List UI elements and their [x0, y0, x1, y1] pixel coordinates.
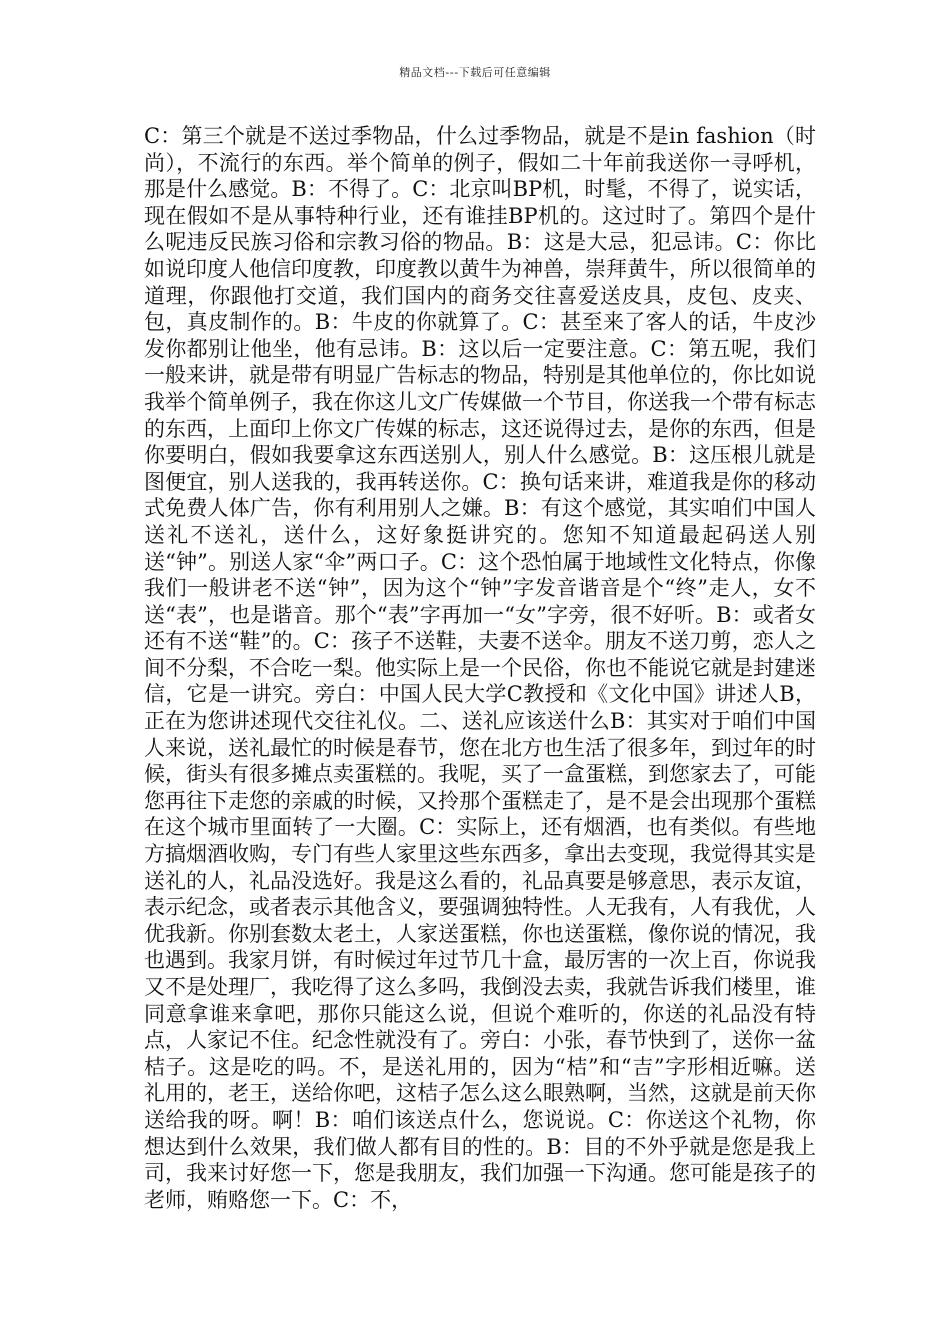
body-paragraph: C：第三个就是不送过季物品，什么过季物品，就是不是in fashion（时尚），不流行的东西。举个简单的例子，假如二十年前我送你一寻呼机，那是什么感觉。B：不得了。C：北京叫BP机，时髦，不得了，说实话，现在假如不是从事特种行业，还有谁挂BP机的。这过时了。第四个是什么呢违反民族习俗和宗教习俗的物品。B：这是大忌，犯忌讳。C：你比如说印度人他信印度教，印度教以黄牛为神兽，崇拜黄牛，所以很简单的道理，你跟他打交道，我们国内的商务交往喜爱送皮具，皮包、皮夹、包，真皮制作的。B：牛皮的你就算了。C：甚至来了客人的话，牛皮沙发你都别让他坐，他有忌讳。B：这以后一定要注意。C：第五呢，我们一般来讲，就是带有明显广告标志的物品，特别是其他单位的，你比如说我举个简单例子，我在你这儿文广传媒做一个节目，你送我一个带有标志的东西，上面印上你文广传媒的标志，这还说得过去，是你的东西，但是你要明白，假如我要拿这东西送别人，别人什么感觉。B：这压根儿就是图便宜，别人送我的，我再转送你。C：换句话来讲，难道我是你的移动式免费人体广告，你有利用别人之嫌。B：有这个感觉，其实咱们中国人送礼不送礼，送什么，这好象挺讲究的。您知不知道最起码送人别送“钟”。别送人家“伞”两口子。C：这个恐怕属于地域性文化特点，你像我们一般讲老不送“钟”，因为这个“钟”字发音谐音是个“终”走人，女不送“表”，也是谐音。那个“表”字再加一“女”字旁，很不好听。B：或者女还有不送“鞋”的。C：孩子不送鞋，夫妻不送伞。朋友不送刀剪，恋人之间不分梨，不合吃一梨。他实际上是一个民俗，你也不能说它就是封建迷信，它是一讲究。旁白：中国人民大学C教授和《文化中国》讲述人B，正在为您讲述现代交往礼仪。二、送礼应该送什么B：其实对于咱们中国人来说，送礼最忙的时候是春节，您在北方也生活了很多年，到过年的时候，街头有很多摊点卖蛋糕的。我呢，买了一盒蛋糕，到您家去了，可能您再往下走您的亲戚的时候，又拎那个蛋糕走了，是不是会出现那个蛋糕在这个城市里面转了一大圈。C：实际上，还有烟酒，也有类似。有些地方搞烟酒收购，专门有些人家里这些东西多，拿出去变现，我觉得其实是送礼的人，礼品没选好。我是这么看的，礼品真要是够意思，表示友谊，表示纪念，或者表示其他含义，要强调独特性。人无我有，人有我优，人优我新。你别套数太老土，人家送蛋糕，你也送蛋糕，像你说的情况，我也遇到。我家月饼，有时候过年过节几十盒，最厉害的一次上百，你说我又不是处理厂，我吃得了这么多吗，我倒没去卖，我就告诉我们楼里，谁同意拿谁来拿吧，那你只能这么说，但说个难听的，你送的礼品没有特点，人家记不住。纪念性就没有了。旁白：小张，春节快到了，送你一盆桔子。这是吃的吗。不，是送礼用的，因为“桔”和“吉”字形相近嘛。送礼用的，老王，送给你吧，这桔子怎么这么眼熟啊，当然，这就是前天你送给我的呀。啊！B：咱们该送点什么，您说说。C：你送这个礼物，你想达到什么效果，我们做人都有目的性的。B：目的不外乎就是您是我上司，我来讨好您一下，您是我朋友，我们加强一下沟通。您可能是孩子的老师，贿赂您一下。C：不，: [144, 124, 816, 1212]
page-header: 精品文档---下载后可任意编辑: [399, 66, 551, 79]
